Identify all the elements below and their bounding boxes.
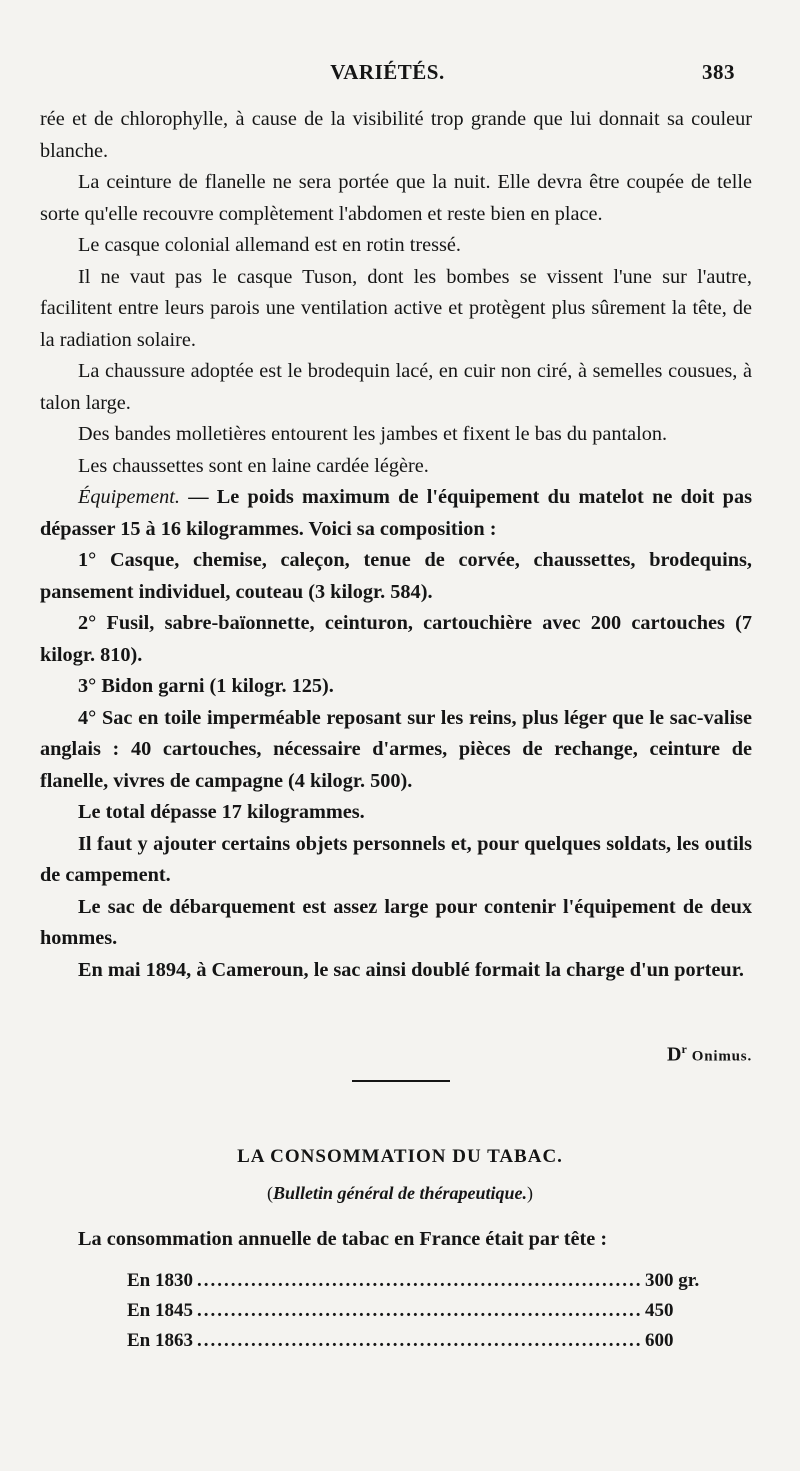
- paragraph: rée et de chlorophylle, à cause de la visibilité trop grande que lui donnait sa couleur blanche.: [40, 108, 752, 162]
- body-text: [40, 104, 752, 986]
- year-label: En 1830: [127, 1270, 193, 1291]
- running-title: VARIÉTÉS.: [330, 60, 445, 84]
- section-source: (Bulletin général de thérapeutique.): [266, 1183, 533, 1203]
- paragraph: La ceinture de flanelle ne sera portée que la nuit. Elle devra être coupée de telle sorte qu'elle recouvre complètement l'abdomen et reste bien en place.: [40, 171, 752, 225]
- paragraph: La chaussure adoptée est le brodequin lacé, en cuir non ciré, à semelles cousues, à talon large.: [40, 360, 752, 414]
- paragraph: Des bandes molletières entourent les jambes et fixent le bas du pantalon.: [78, 423, 668, 445]
- author-signature: $D^r$ Onimus.: [667, 1042, 752, 1066]
- year-label: En 1863: [127, 1330, 193, 1351]
- section-title: LA CONSOMMATION DU TABAC.: [237, 1146, 563, 1167]
- section-intro: La consommation annuelle de tabac en France était par tête :: [78, 1228, 608, 1250]
- table-row: [127, 1270, 719, 1300]
- paragraph: Les chaussettes sont en laine cardée légère.: [78, 454, 429, 477]
- dot-leader: [197, 1300, 641, 1322]
- list-item: 3° Bidon garni (1 kilogr. 125).: [78, 675, 334, 697]
- consumption-value: 600: [645, 1330, 674, 1351]
- consumption-value: 450: [645, 1300, 674, 1321]
- list-item: 1° Casque, chemise, caleçon, tenue de corvée, chaussettes, brodequins, pansement individuel, couteau (3 kilogr. 584).: [40, 549, 752, 603]
- paragraph: Il faut y ajouter certains objets personnels et, pour quelques soldats, les outils de campement.: [40, 832, 752, 886]
- paragraph-equipement: Équipement. — Le poids maximum de l'équipement du matelot ne doit pas dépasser 15 à 16 kilogrammes. Voici sa composition :: [40, 486, 752, 540]
- list-item: 2° Fusil, sabre-baïonnette, ceinturon, cartouchière avec 200 cartouches (7 kilogr. 810).: [40, 612, 752, 666]
- paragraph: En mai 1894, à Cameroun, le sac ainsi doublé formait la charge d'un porteur.: [78, 958, 744, 981]
- running-header: [40, 60, 735, 90]
- list-item: 4° Sac en toile imperméable reposant sur les reins, plus léger que le sac-valise anglais : 40 cartouches, nécessaire d'armes, pièces de rechange, ceinture de flanelle, vivres de campagne (4 kilogr. 500).: [40, 706, 752, 792]
- table-row: [127, 1330, 719, 1360]
- year-label: En 1845: [127, 1300, 193, 1321]
- table-row: [127, 1300, 719, 1330]
- page-number: 383: [702, 60, 735, 84]
- dot-leader: [197, 1270, 641, 1292]
- paragraph-heading: Équipement.: [78, 486, 180, 508]
- section-divider: [352, 1080, 450, 1082]
- paragraph: Le sac de débarquement est assez large pour contenir l'équipement de deux hommes.: [40, 895, 752, 949]
- paragraph: Le casque colonial allemand est en rotin tressé.: [78, 234, 461, 256]
- paragraph: Il ne vaut pas le casque Tuson, dont les bombes se vissent l'une sur l'autre, facilitent entre leurs parois une ventilation active et protègent plus sûrement la tête, de la radiation solaire.: [40, 265, 752, 351]
- consumption-table: [127, 1270, 719, 1360]
- paragraph: Le total dépasse 17 kilogrammes.: [78, 801, 365, 823]
- consumption-value: 300 gr.: [645, 1270, 700, 1291]
- author-name: Onimus.: [691, 1048, 752, 1065]
- dot-leader: [197, 1330, 641, 1352]
